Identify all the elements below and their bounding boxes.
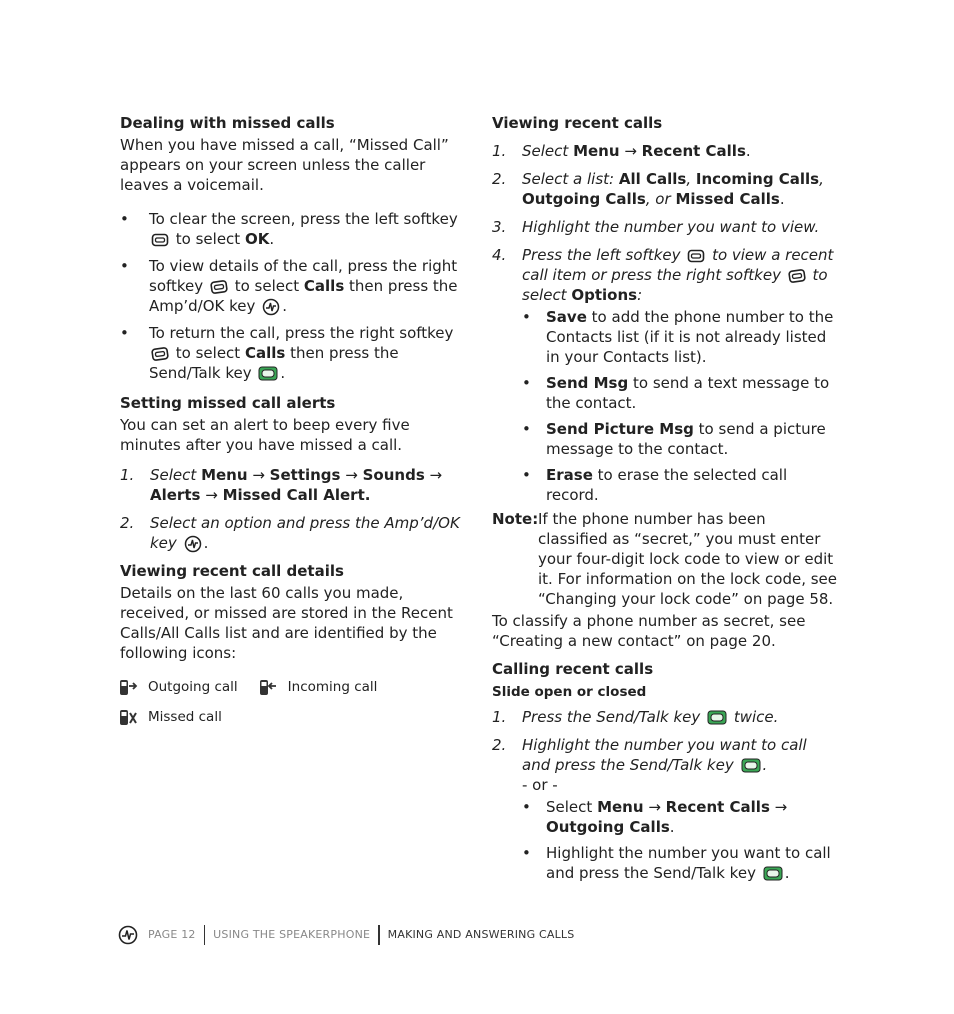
step-alert-2: 2. Select an option and press the Amp’d/OK key . (120, 514, 460, 552)
footer-divider (378, 925, 380, 945)
bullet-select-outgoing: • Select Menu → Recent Calls → Outgoing Calls. (522, 798, 788, 836)
bullet-dot: • (120, 210, 129, 228)
secret-note: Note: If the phone number has been classified as “secret,” you must enter your four-digit lock code to view or edit it. For information on the lock code, see “Changing your lock code” on page 58. (492, 510, 837, 608)
or-separator: - or - (522, 776, 558, 794)
footer-section-current: MAKING AND ANSWERING CALLS (387, 928, 575, 941)
step-recent-3: 3. Highlight the number you want to view. (492, 218, 820, 236)
bullet-dot: • (522, 308, 531, 326)
footer-section-prev: USING THE SPEAKERPHONE (213, 928, 371, 941)
step-recent-1: 1. Select Menu → Recent Calls. (492, 142, 751, 160)
classify-secret-text: To classify a phone number as secret, see “Creating a new contact” on page 20. (492, 612, 806, 650)
step-calling-2: 2. Highlight the number you want to call and press the Send/Talk key . - or - • Select Menu → Recent Calls → Outgoing Calls. • Highlight the number you want to call and press the Send/Talk key . (492, 735, 837, 883)
bullet-highlight-call: • Highlight the number you want to call and press the Send/Talk key . (522, 844, 831, 882)
outgoing-call-icon (118, 677, 138, 697)
send-talk-key-icon (741, 758, 761, 773)
softkey-right-icon (210, 280, 228, 294)
step-calling-1: 1. Press the Send/Talk key twice. (492, 708, 779, 726)
call-icons-legend (118, 677, 465, 697)
send-talk-key-icon (258, 366, 278, 381)
option-send-msg: • Send Msg to send a text message to the contact. (522, 374, 830, 412)
ok-key-icon (184, 535, 202, 553)
right-column (492, 113, 837, 891)
bullet-dot: • (522, 798, 531, 816)
bullet-dot: • (120, 324, 129, 342)
slide-open-closed-subheading: Slide open or closed (492, 684, 647, 700)
viewing-recent-calls-heading: Viewing recent calls (492, 114, 663, 132)
missed-call-icon (118, 707, 138, 727)
option-send-picture-msg: • Send Picture Msg to send a picture message to the contact. (522, 420, 826, 458)
softkey-left-icon (687, 249, 705, 263)
missed-alerts-heading: Setting missed call alerts (120, 394, 336, 412)
left-column (120, 113, 465, 727)
option-save: • Save to add the phone number to the Contacts list (if it is not already listed in your Contacts list). (522, 308, 834, 366)
step-alert-1: 1. Select Menu → Settings → Sounds → Alerts → Missed Call Alert. (120, 466, 443, 504)
incoming-call-icon (258, 677, 278, 697)
calling-recent-calls-heading: Calling recent calls (492, 660, 654, 678)
recent-call-details-intro: Details on the last 60 calls you made, received, or missed are stored in the Recent Calls/All Calls list and are identified by the following icons: (120, 584, 453, 662)
missed-calls-heading: Dealing with missed calls (120, 114, 335, 132)
legend-missed: Missed call (118, 707, 222, 727)
page-number: PAGE 12 (148, 928, 196, 941)
page-footer (118, 925, 574, 945)
footer-divider (204, 925, 206, 945)
option-erase: • Erase to erase the selected call record. (522, 466, 788, 504)
ok-key-icon (262, 298, 280, 316)
missed-calls-intro: When you have missed a call, “Missed Call” appears on your screen unless the caller leaves a voicemail. (120, 136, 449, 194)
bullet-view-details: • To view details of the call, press the right softkey to select Calls then press the Amp’d/OK key . (120, 257, 458, 315)
softkey-right-icon (151, 347, 169, 361)
bullet-dot: • (522, 420, 531, 438)
softkey-right-icon (788, 269, 806, 283)
missed-alerts-intro: You can set an alert to beep every five minutes after you have missed a call. (120, 416, 410, 454)
call-icons-legend-2 (118, 707, 465, 727)
softkey-left-icon (151, 233, 169, 247)
send-talk-key-icon (707, 710, 727, 725)
bullet-dot: • (522, 374, 531, 392)
send-talk-key-icon (763, 866, 783, 881)
step-recent-4: 4. Press the left softkey to view a recent call item or press the right softkey to select Options: • Save to add the phone number to the Contacts list (if it is not already listed in your Contacts list). • Send Msg to send a text message to the contact. • Send Picture Msg to send a picture message to the contact. • Erase to erase the selected call record. (492, 245, 837, 505)
legend-incoming: Incoming call (258, 677, 378, 697)
bullet-clear-screen: • To clear the screen, press the left softkey to select OK. (120, 210, 458, 248)
bullet-dot: • (522, 466, 531, 484)
ampd-logo-icon (118, 925, 138, 945)
bullet-dot: • (120, 257, 129, 275)
recent-call-details-heading: Viewing recent call details (120, 562, 344, 580)
step-recent-2: 2. Select a list: All Calls, Incoming Calls, Outgoing Calls, or Missed Calls. (492, 170, 824, 208)
legend-outgoing: Outgoing call (118, 677, 238, 697)
bullet-dot: • (522, 844, 531, 862)
bullet-return-call: • To return the call, press the right softkey to select Calls then press the Send/Talk key . (120, 324, 454, 382)
